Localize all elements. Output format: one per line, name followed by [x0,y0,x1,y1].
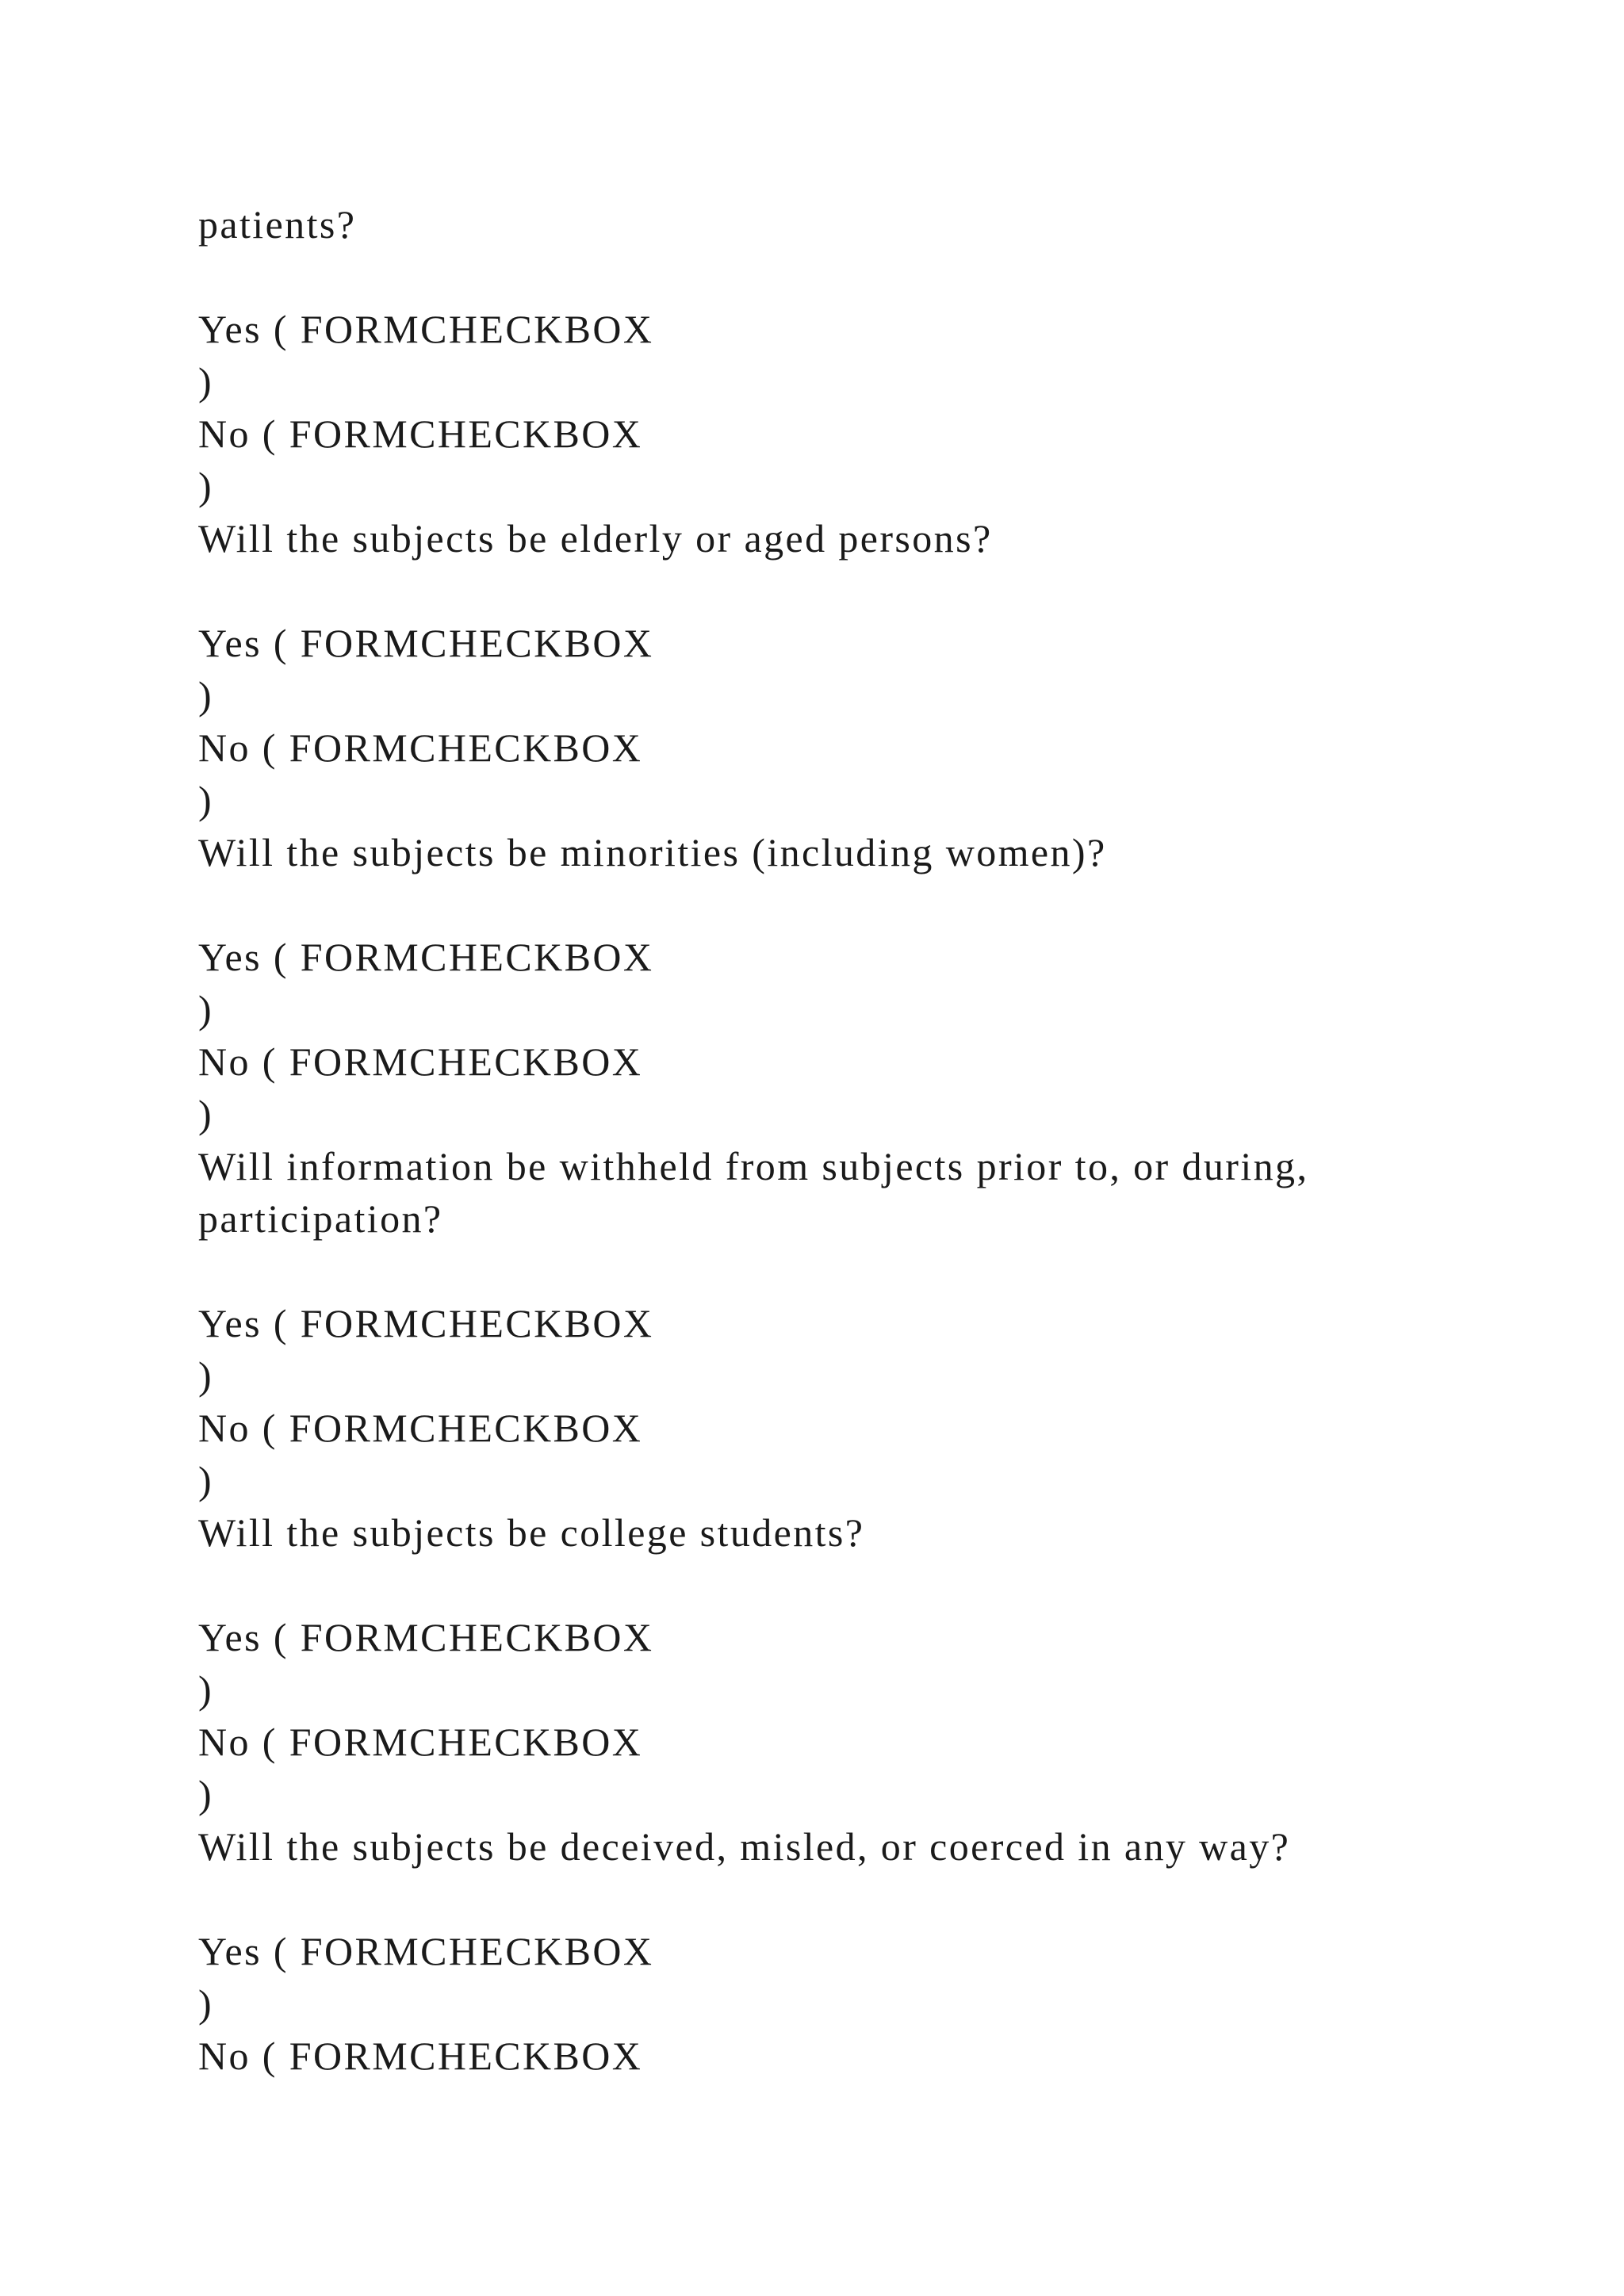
yes-option-close: ) [198,673,214,718]
yes-option: Yes ( FORMCHECKBOX [198,1929,654,1973]
yes-option: Yes ( FORMCHECKBOX [198,1301,654,1345]
question-minorities: Will the subjects be minorities (including women)? [198,830,1107,874]
yes-option: Yes ( FORMCHECKBOX [198,1615,654,1659]
no-option-close: ) [198,1092,214,1136]
question-elderly: Will the subjects be elderly or aged persons? [198,516,993,561]
yes-option-close: ) [198,1353,214,1398]
yes-option: Yes ( FORMCHECKBOX [198,307,654,351]
no-option-close: ) [198,464,214,508]
no-option: No ( FORMCHECKBOX [198,725,643,770]
yes-option-close: ) [198,987,214,1031]
no-option: No ( FORMCHECKBOX [198,2034,643,2078]
no-option: No ( FORMCHECKBOX [198,1720,643,1764]
question-information-withheld-cont: participation? [198,1196,443,1241]
no-option-close: ) [198,778,214,822]
yes-option: Yes ( FORMCHECKBOX [198,935,654,979]
no-option-close: ) [198,1458,214,1502]
no-option: No ( FORMCHECKBOX [198,1406,643,1450]
question-deceived: Will the subjects be deceived, misled, or coerced in any way? [198,1824,1291,1869]
no-option: No ( FORMCHECKBOX [198,1039,643,1084]
question-information-withheld: Will information be withheld from subjects prior to, or during, [198,1144,1309,1188]
no-option-close: ) [198,1772,214,1816]
yes-option-close: ) [198,359,214,404]
yes-option: Yes ( FORMCHECKBOX [198,621,654,665]
yes-option-close: ) [198,1667,214,1712]
question-continuation: patients? [198,202,357,247]
yes-option-close: ) [198,1981,214,2026]
question-college-students: Will the subjects be college students? [198,1510,865,1555]
no-option: No ( FORMCHECKBOX [198,411,643,456]
